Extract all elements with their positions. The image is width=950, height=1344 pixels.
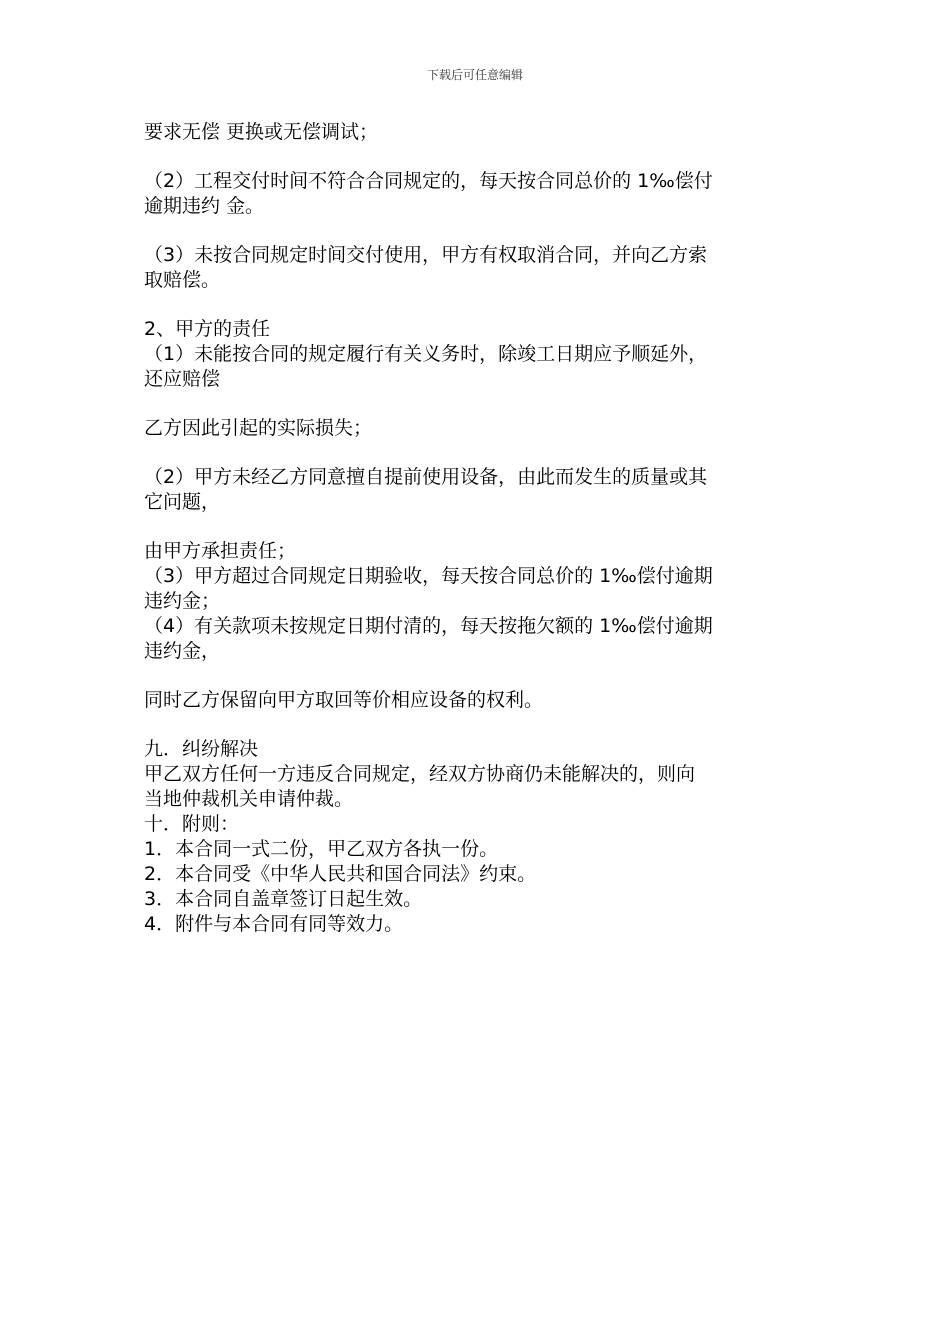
text-line: （3）甲方超过合同规定日期验收，每天按合同总价的 1‰偿付逾期 — [144, 565, 713, 587]
text-line: 由甲方承担责任； — [144, 540, 297, 562]
text-line: 取赔偿。 — [144, 269, 221, 291]
text-line: 违约金； — [144, 590, 221, 612]
text-line: 当地仲裁机关申请仲裁。 — [144, 788, 354, 810]
text-line: （2）工程交付时间不符合合同规定的，每天按合同总价的 1‰偿付 — [144, 170, 713, 192]
text-line: 2、甲方的责任 — [144, 318, 271, 340]
text-line: 1．本合同一式二份，甲乙双方各执一份。 — [144, 838, 499, 860]
text-line: 同时乙方保留向甲方取回等价相应设备的权利。 — [144, 689, 544, 711]
text-line: 4．附件与本合同有同等效力。 — [144, 913, 404, 935]
text-line: 它问题， — [144, 491, 221, 513]
paragraph-gap — [144, 145, 812, 169]
text-line: （1）未能按合同的规定履行有关义务时，除竣工日期应予顺延外， — [144, 343, 708, 365]
paragraph-gap — [144, 441, 812, 465]
text-line: 十．附则： — [144, 813, 240, 835]
text-line: 违约金， — [144, 640, 221, 662]
text-line: 2．本合同受《中华人民共和国合同法》约束。 — [144, 863, 537, 885]
text-line: （2）甲方未经乙方同意擅自提前使用设备，由此而发生的质量或其 — [144, 466, 708, 488]
paragraph-gap — [144, 713, 812, 737]
text-line: （4）有关款项未按规定日期付清的，每天按拖欠额的 1‰偿付逾期 — [144, 615, 713, 637]
paragraph-gap — [144, 219, 812, 243]
text-line: 3．本合同自盖章签订日起生效。 — [144, 888, 423, 910]
text-line: 乙方因此引起的实际损失； — [144, 417, 373, 439]
text-line: （3）未按合同规定时间交付使用，甲方有权取消合同，并向乙方索 — [144, 244, 708, 266]
paragraph-gap — [144, 293, 812, 317]
document-body — [144, 120, 812, 937]
text-line: 九．纠纷解决 — [144, 738, 259, 760]
page-header: 下载后可任意编辑 — [426, 68, 523, 82]
paragraph-gap — [144, 515, 812, 539]
text-line: 还应赔偿 — [144, 368, 221, 390]
text-line: 要求无偿 更换或无偿调试； — [144, 121, 379, 143]
text-line: 甲乙双方任何一方违反合同规定，经双方协商仍未能解决的，则向 — [144, 763, 696, 785]
paragraph-gap — [144, 392, 812, 416]
text-line: 逾期违约 金。 — [144, 195, 265, 217]
paragraph-gap — [144, 664, 812, 688]
